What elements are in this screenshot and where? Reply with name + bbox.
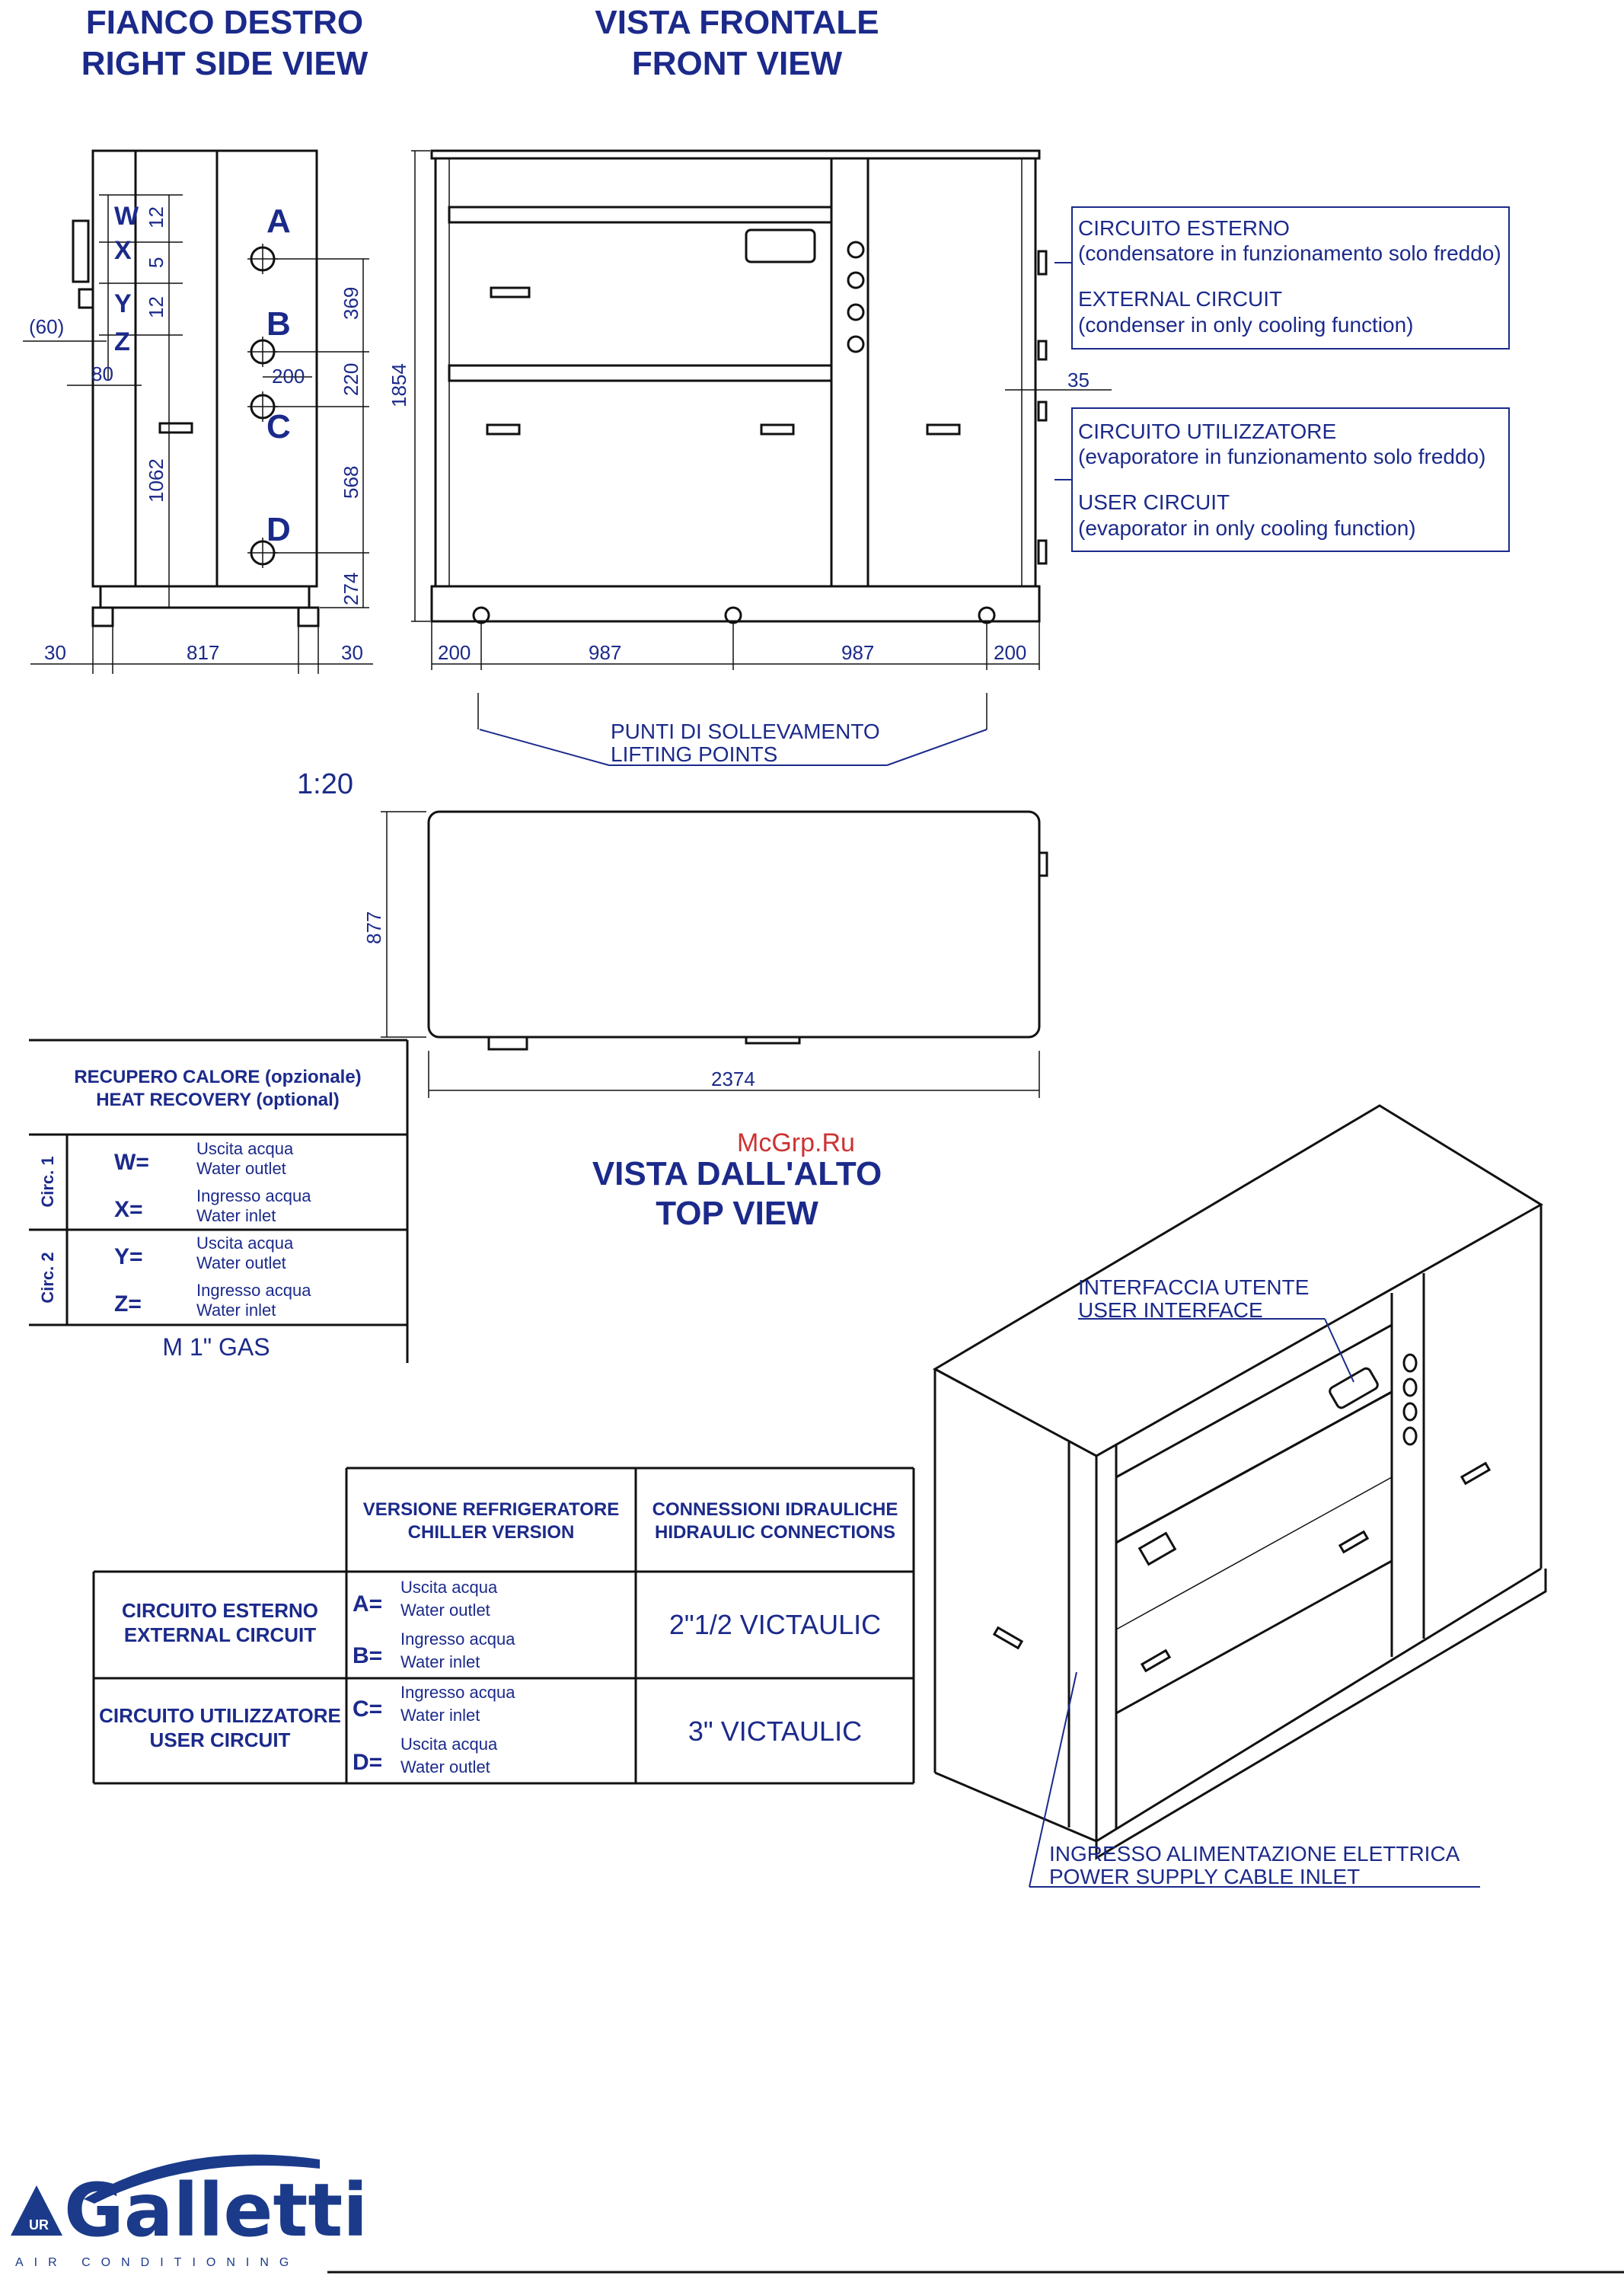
user-circuit-it-note: (evaporatore in funzionamento solo freddo) [1078,445,1486,468]
dim-1062: 1062 [145,458,168,503]
user-circuit-it: CIRCUITO UTILIZZATORE [1078,420,1337,443]
top-view-title-it: VISTA DALL'ALTO [592,1155,882,1192]
conn-key-a: A= [353,1591,383,1617]
logo-tagline: AIR CONDITIONING [15,2256,300,2269]
conn-h1-en: CHILLER VERSION [407,1522,575,1543]
side-view [23,151,373,674]
dim-60: (60) [29,315,65,338]
front-view-title-it: VISTA FRONTALE [595,4,879,41]
conn-h2-en: HIDRAULIC CONNECTIONS [655,1522,895,1543]
power-supply-en: POWER SUPPLY CABLE INLET [1049,1865,1361,1888]
dim-front-200-left: 200 [438,641,471,664]
letter-x: X [114,236,132,265]
letter-a: A [266,203,291,240]
dim-x-5: 5 [145,257,168,268]
dim-35: 35 [1067,369,1090,391]
conn-h2-it: CONNESSIONI IDRAULICHE [652,1499,898,1520]
conn-user-en: USER CIRCUIT [149,1728,291,1751]
hr-it-x: Ingresso acqua [196,1186,311,1205]
conn-external-value: 2"1/2 VICTAULIC [668,1609,882,1640]
front-view-title-en: FRONT VIEW [631,45,843,82]
letter-c: C [266,408,291,445]
side-view-title-it: FIANCO DESTRO [85,4,364,41]
hr-key-z: Z= [114,1291,142,1317]
letter-w: W [114,202,139,231]
external-circuit-it: CIRCUITO ESTERNO [1078,216,1290,240]
dim-220: 220 [340,362,362,396]
conn-key-d: D= [353,1750,383,1775]
dim-369: 369 [340,286,362,320]
circ-1-label: Circ. 1 [38,1156,57,1208]
watermark: McGrp.Ru [737,1128,855,1157]
conn-key-c: C= [353,1696,383,1722]
hr-en-z: Water inlet [196,1301,276,1320]
dim-y-12: 12 [145,296,168,318]
dim-200-side: 200 [272,365,305,388]
dim-274: 274 [340,572,362,605]
dim-front-987-b: 987 [841,641,875,664]
top-view-title-en: TOP VIEW [656,1195,818,1232]
hr-key-y: Y= [114,1244,143,1269]
hr-en-x: Water inlet [196,1206,276,1225]
heat-recovery-title-it: RECUPERO CALORE (opzionale) [74,1067,362,1087]
letter-y: Y [114,289,132,318]
hr-en-y: Water outlet [196,1253,286,1272]
galletti-logo [11,2155,368,2270]
scale-label: 1:20 [297,768,353,800]
letter-b: B [266,305,291,343]
conn-en-d: Water outlet [400,1757,490,1776]
conn-user-value: 3" VICTAULIC [688,1716,863,1747]
hr-key-w: W= [114,1150,149,1175]
logo-name: Galletti [64,2168,369,2253]
dim-w-12: 12 [145,206,168,228]
dim-80: 80 [91,362,113,385]
hr-it-y: Uscita acqua [196,1234,294,1253]
power-supply-it: INGRESSO ALIMENTAZIONE ELETTRICA [1049,1842,1460,1866]
dim-30-right: 30 [341,641,363,664]
hr-key-x: X= [114,1197,143,1222]
isometric-view [935,1106,1546,1887]
conn-en-c: Water inlet [400,1706,480,1725]
conn-en-a: Water outlet [400,1601,490,1620]
dim-2374: 2374 [711,1068,755,1090]
external-circuit-en: EXTERNAL CIRCUIT [1078,287,1283,311]
lifting-points-en: LIFTING POINTS [611,742,778,766]
side-view-title-en: RIGHT SIDE VIEW [81,45,369,82]
user-interface-it: INTERFACCIA UTENTE [1078,1275,1310,1299]
heat-recovery-title-en: HEAT RECOVERY (optional) [96,1090,340,1110]
conn-it-c: Ingresso acqua [400,1683,515,1702]
external-circuit-it-note: (condensatore in funzionamento solo freddo) [1078,241,1501,265]
conn-en-b: Water inlet [400,1652,480,1671]
circ-2-label: Circ. 2 [38,1252,57,1304]
dim-front-987-a: 987 [589,641,622,664]
front-view [411,151,1112,765]
logo-mark: UR [29,2217,49,2233]
dim-front-200-right: 200 [994,641,1027,664]
conn-user-it: CIRCUITO UTILIZZATORE [99,1704,341,1727]
dim-568: 568 [340,465,362,499]
letter-z: Z [114,327,130,356]
lifting-points-it: PUNTI DI SOLLEVAMENTO [611,720,880,743]
letter-d: D [266,511,291,548]
dim-817: 817 [187,641,220,664]
dim-1854: 1854 [388,363,410,407]
user-circuit-en-note: (evaporator in only cooling function) [1078,516,1416,540]
hr-it-z: Ingresso acqua [196,1281,311,1300]
hr-footer: M 1" GAS [162,1333,270,1361]
user-interface-en: USER INTERFACE [1078,1298,1263,1322]
conn-it-b: Ingresso acqua [400,1629,515,1649]
top-view [381,812,1047,1098]
conn-it-a: Uscita acqua [400,1578,498,1597]
user-circuit-en: USER CIRCUIT [1078,490,1230,514]
hr-en-w: Water outlet [196,1159,286,1178]
dim-877: 877 [362,911,385,944]
conn-external-en: EXTERNAL CIRCUIT [123,1623,317,1646]
conn-external-it: CIRCUITO ESTERNO [121,1599,319,1622]
external-circuit-en-note: (condenser in only cooling function) [1078,313,1414,337]
dim-30-left: 30 [44,641,66,664]
conn-h1-it: VERSIONE REFRIGERATORE [362,1499,620,1520]
conn-it-d: Uscita acqua [400,1735,498,1754]
conn-key-b: B= [353,1643,383,1668]
hr-it-w: Uscita acqua [196,1139,294,1158]
